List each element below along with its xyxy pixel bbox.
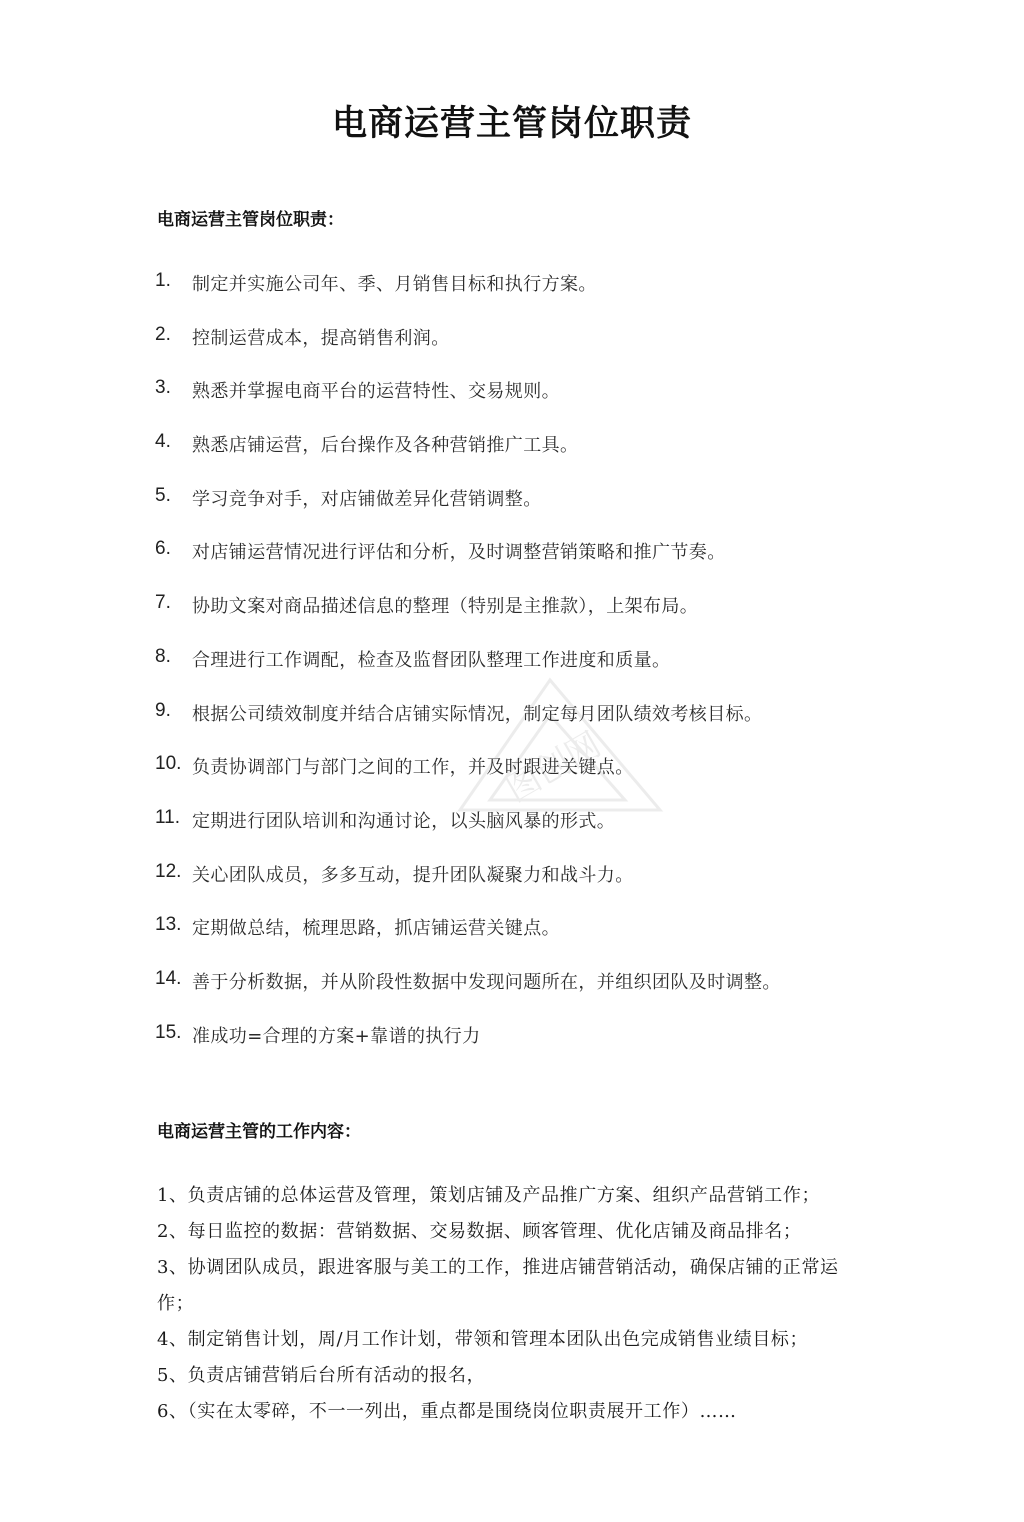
- duty-number: 4.: [155, 431, 171, 453]
- duty-text: 熟悉店铺运营，后台操作及各种营销推广工具。: [192, 435, 579, 457]
- work-content-item: 3、协调团队成员，跟进客服与美工的工作，推进店铺营销活动，确保店铺的正常运作；: [157, 1257, 839, 1314]
- duty-number: 2.: [155, 323, 171, 345]
- duty-text: 学习竞争对手，对店铺做差异化营销调整。: [192, 488, 542, 510]
- duty-number: 13.: [155, 914, 182, 936]
- work-content-item: 2、每日监控的数据：营销数据、交易数据、顾客管理、优化店铺及商品排名；: [157, 1221, 802, 1242]
- duty-item: [155, 431, 781, 485]
- duty-item: [155, 270, 781, 324]
- duty-item: [155, 700, 781, 754]
- duty-text: 协助文案对商品描述信息的整理（特别是主推款），上架布局。: [192, 596, 699, 618]
- duty-number: 14.: [155, 967, 182, 989]
- duty-item: [155, 538, 781, 592]
- duty-item: [155, 646, 781, 700]
- duty-text: 准成功=合理的方案+靠谱的执行力: [192, 1025, 481, 1047]
- work-content-item: 4、制定销售计划，周/月工作计划，带领和管理本团队出色完成销售业绩目标；: [157, 1329, 809, 1350]
- duty-text: 对店铺运营情况进行评估和分析，及时调整营销策略和推广节奏。: [192, 542, 726, 564]
- duty-item: [155, 968, 781, 1022]
- duty-number: 3.: [155, 377, 171, 399]
- duty-item: [155, 1022, 781, 1076]
- work-content-item: 1、负责店铺的总体运营及管理，策划店铺及产品推广方案、组织产品营销工作；: [157, 1185, 821, 1206]
- duty-number: 9.: [155, 699, 171, 721]
- duty-item: [155, 324, 781, 378]
- duty-number: 5.: [155, 484, 171, 506]
- duties-list: [155, 270, 781, 1075]
- duty-item: [155, 753, 781, 807]
- duty-text: 负责协调部门与部门之间的工作，并及时跟进关键点。: [192, 757, 634, 779]
- duty-item: [155, 592, 781, 646]
- duty-text: 定期进行团队培训和沟通讨论，以头脑风暴的形式。: [192, 810, 616, 832]
- duty-text: 制定并实施公司年、季、月销售目标和执行方案。: [192, 274, 597, 295]
- work-content-item: 5、负责店铺营销后台所有活动的报名，: [157, 1365, 486, 1386]
- duty-number: 12.: [155, 860, 182, 882]
- duty-item: [155, 861, 781, 915]
- duty-text: 关心团队成员，多多互动，提升团队凝聚力和战斗力。: [192, 864, 634, 886]
- work-content-item: 6、（实在太零碎，不一一列出，重点都是围绕岗位职责展开工作）……: [157, 1401, 737, 1422]
- document-title: 电商运营主管岗位职责: [331, 103, 692, 144]
- duty-number: 6.: [155, 538, 171, 560]
- duty-text: 合理进行工作调配，检查及监督团队整理工作进度和质量。: [192, 649, 671, 671]
- duty-item: [155, 485, 781, 539]
- duty-item: [155, 914, 781, 968]
- work-content-list: [157, 1178, 872, 1430]
- watermark-text: 图创网: [499, 724, 608, 811]
- section-heading-duties: 电商运营主管岗位职责：: [157, 210, 344, 230]
- duty-text: 控制运营成本，提高销售利润。: [192, 327, 450, 349]
- duty-number: 15.: [155, 1021, 182, 1043]
- duty-text: 善于分析数据，并从阶段性数据中发现问题所在，并组织团队及时调整。: [192, 971, 781, 993]
- duty-number: 11.: [155, 806, 181, 828]
- section-heading-work-content: 电商运营主管的工作内容：: [157, 1122, 361, 1142]
- duty-number: 7.: [155, 592, 171, 614]
- duty-item: [155, 807, 781, 861]
- duty-number: 1.: [155, 270, 171, 291]
- duty-text: 根据公司绩效制度并结合店铺实际情况，制定每月团队绩效考核目标。: [192, 703, 763, 725]
- duty-item: [155, 377, 781, 431]
- duty-number: 8.: [155, 645, 171, 667]
- duty-text: 熟悉并掌握电商平台的运营特性、交易规则。: [192, 381, 560, 403]
- duty-text: 定期做总结，梳理思路，抓店铺运营关键点。: [192, 918, 560, 940]
- duty-number: 10.: [155, 753, 182, 775]
